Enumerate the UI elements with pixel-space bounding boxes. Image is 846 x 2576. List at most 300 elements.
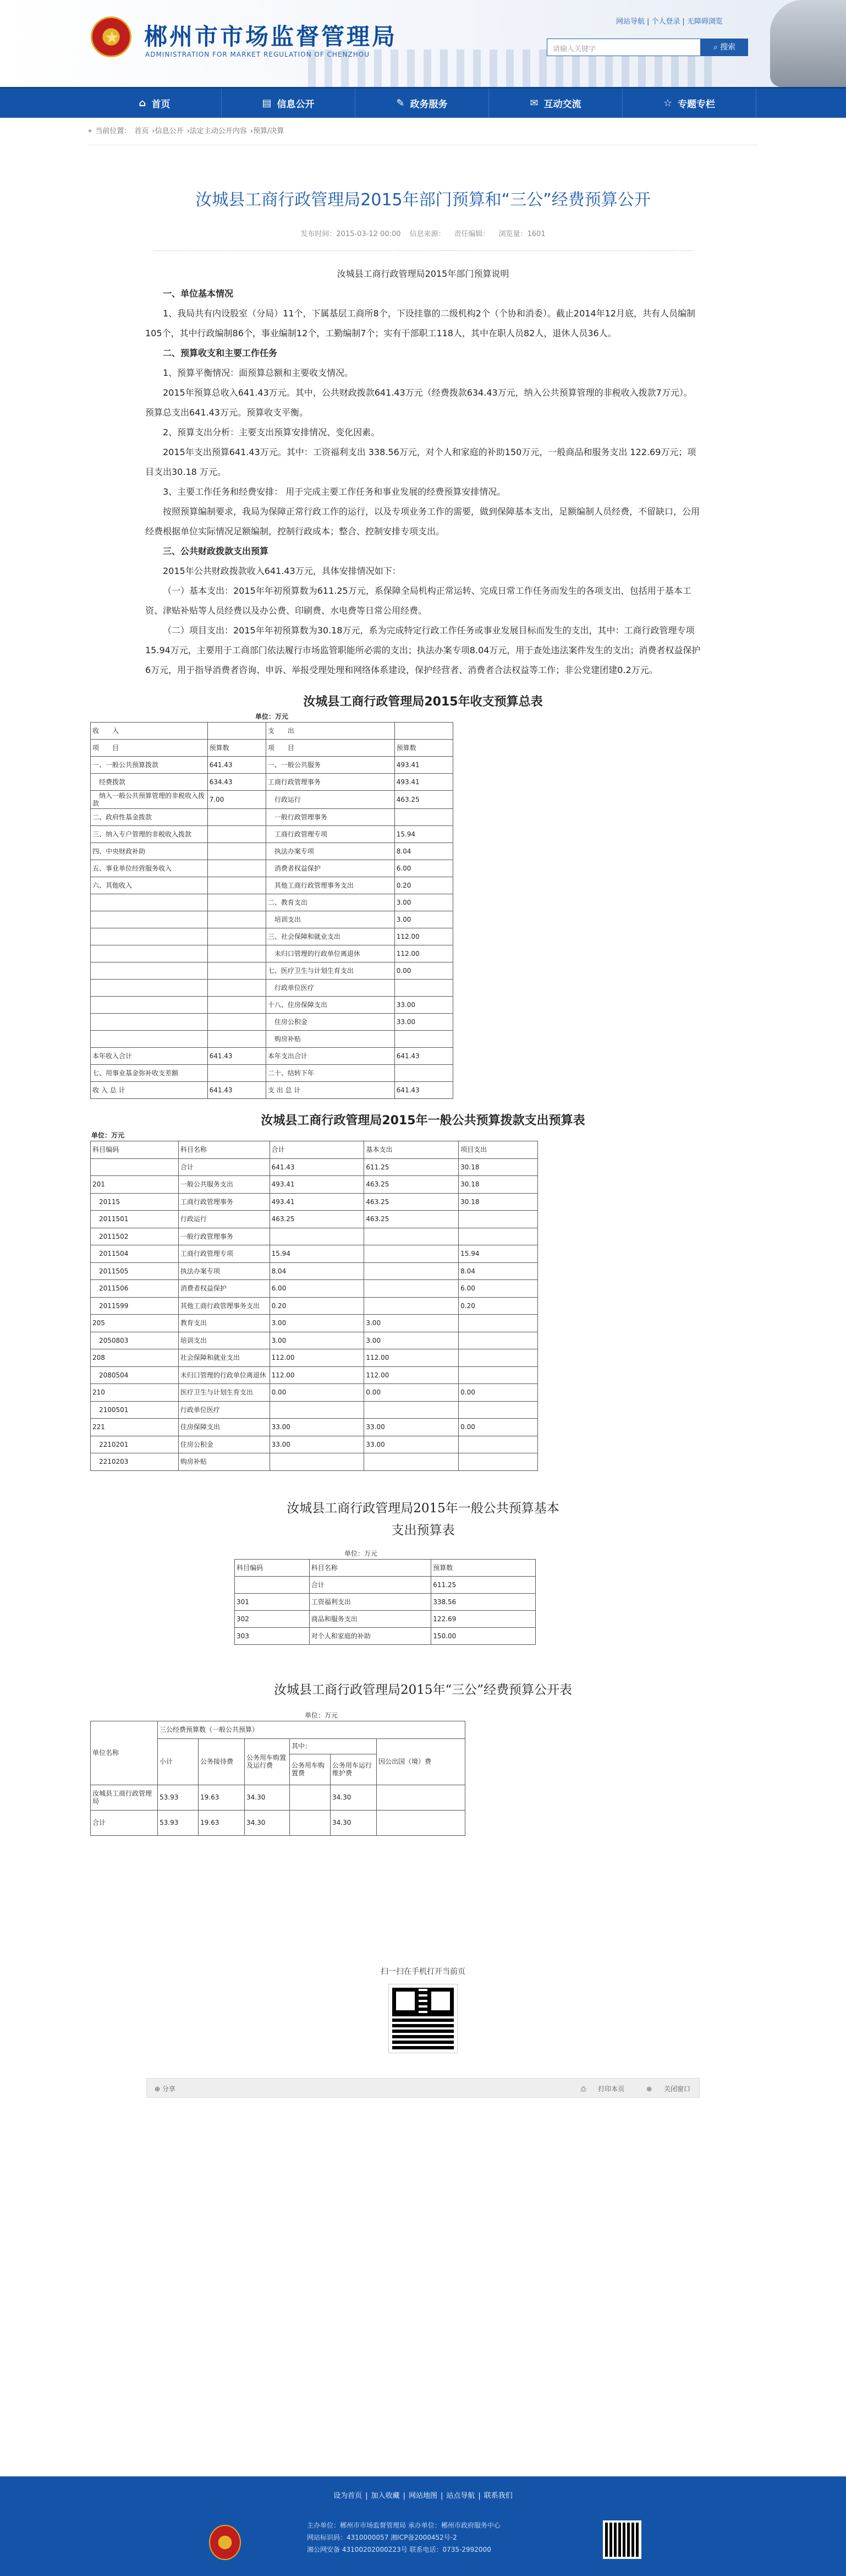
- section-heading: 三、公共财政拨款支出预算: [163, 546, 269, 556]
- table-row: [91, 1419, 538, 1436]
- table-cell: [207, 826, 266, 843]
- paragraph: 2015年预算总收入641.43万元。其中，公共财政拨款641.43万元（经费拨款634.43万元，纳入公共预算管理的非税收入拨款7万元）。预算总支出641.43万元。预算收支平衡。: [145, 387, 693, 418]
- print-icon: ⎙: [580, 2085, 586, 2093]
- table-cell: 641.43: [207, 1082, 266, 1099]
- table-cell: [207, 1014, 266, 1031]
- table-cell: 33.00: [270, 1419, 364, 1436]
- table-cell: 33.00: [394, 997, 453, 1014]
- table-cell: [207, 997, 266, 1014]
- table-cell: [459, 1332, 538, 1349]
- table-cell: 3.00: [270, 1315, 364, 1332]
- nav-interaction[interactable]: ✉ 互动交流: [489, 89, 623, 118]
- table-row: [91, 1366, 538, 1384]
- table-cell: 七、医疗卫生与计划生育支出: [266, 962, 394, 980]
- table-cell: [459, 1349, 538, 1367]
- table-cell: 工商行政管理专项: [178, 1245, 270, 1263]
- table-cell: [207, 911, 266, 928]
- table-cell: 8.04: [459, 1262, 538, 1280]
- table-cell: 34.30: [245, 1810, 290, 1835]
- table-cell: 2100501: [91, 1401, 179, 1419]
- table-row: [91, 1031, 453, 1048]
- table-row: [91, 997, 453, 1014]
- table-cell: [207, 843, 266, 860]
- header-cell: 小计: [158, 1738, 199, 1785]
- footer-link-fav[interactable]: 加入收藏: [371, 2492, 400, 2500]
- footer-link-nav[interactable]: 站点导航: [446, 2492, 475, 2500]
- breadcrumb-statutory[interactable]: 法定主动公开内容: [189, 127, 247, 135]
- table-row: [91, 1211, 538, 1228]
- table-row: [91, 1785, 465, 1810]
- table-cell: [364, 1453, 459, 1471]
- share-icon: ⊕: [155, 2085, 161, 2093]
- table-cell: 预算数: [394, 740, 453, 757]
- table-cell: 一般行政管理事务: [266, 809, 394, 826]
- table-row: [91, 1193, 538, 1211]
- table-cell: 3.00: [394, 911, 453, 928]
- table-cell: [91, 894, 208, 911]
- lion-statue-image: [770, 0, 846, 87]
- header-cell: 单位名称: [91, 1721, 158, 1785]
- table1-title: 汝城县工商行政管理局2015年收支预算总表: [303, 695, 543, 709]
- table-cell: [207, 877, 266, 894]
- table-cell: 工商行政管理事务: [178, 1193, 270, 1211]
- table-row: [91, 826, 453, 843]
- table-cell: 科目编码: [235, 1559, 310, 1576]
- table-cell: 2080504: [91, 1366, 179, 1384]
- table-row: [91, 1176, 538, 1194]
- nav-home[interactable]: ⌂ 首页: [88, 89, 222, 118]
- location-icon: ⌖: [88, 127, 92, 135]
- table-cell: 本年支出合计: [266, 1048, 394, 1065]
- table-cell: 53.93: [158, 1810, 199, 1835]
- breadcrumb-home[interactable]: 首页: [134, 127, 149, 135]
- table-cell: [207, 1065, 266, 1082]
- table-cell: 2210201: [91, 1436, 179, 1453]
- table-cell: 15.94: [270, 1245, 364, 1263]
- editor: 责任编辑：: [454, 230, 490, 238]
- search-button-label: 搜索: [720, 43, 736, 52]
- accessibility-link[interactable]: 无障碍浏览: [686, 18, 723, 26]
- table-cell: 210: [91, 1384, 179, 1402]
- table-cell: 302: [235, 1610, 310, 1627]
- print-button[interactable]: ⎙ 打印本页: [580, 2085, 625, 2093]
- table-cell: [235, 1576, 310, 1593]
- table-cell: 493.41: [394, 774, 453, 791]
- table-cell: 行政运行: [266, 791, 394, 809]
- table4-title: 汝城县工商行政管理局2015年“三公”经费预算公开表: [273, 1682, 573, 1697]
- table-cell: 0.00: [459, 1419, 538, 1436]
- table-cell: [207, 980, 266, 997]
- search-button[interactable]: [701, 39, 748, 56]
- paragraph: 2、预算支出分析：主要支出预算安排情况、变化因素。: [163, 427, 380, 437]
- header-cell: 其中：: [290, 1738, 377, 1754]
- table-cell: [290, 1810, 331, 1835]
- breadcrumb-info[interactable]: 信息公开: [155, 127, 184, 135]
- search-icon: ⌕: [713, 43, 718, 52]
- table-cell: 493.41: [270, 1193, 364, 1211]
- basic-expense-table: [234, 1559, 536, 1645]
- table-cell: [459, 1211, 538, 1228]
- table-row: [91, 1349, 538, 1367]
- table-cell: 33.00: [394, 1014, 453, 1031]
- table-cell: 208: [91, 1349, 179, 1367]
- table-cell: 收 入 总 计: [91, 1082, 208, 1099]
- header-cell: 三公经费预算数（一般公共预算）: [158, 1721, 465, 1738]
- table-cell: [290, 1785, 331, 1810]
- top-links: 网站导航 | 个人登录 | 无障碍浏览: [616, 18, 723, 26]
- table-cell: 工资福利支出: [309, 1593, 431, 1610]
- paragraph: 3、主要工作任务和经费安排： 用于完成主要工作任务和事业发展的经费预算安排情况。: [163, 486, 506, 497]
- table-cell: 对个人和家庭的补助: [309, 1627, 431, 1644]
- table-cell: 112.00: [364, 1366, 459, 1384]
- table-row: [91, 1315, 538, 1332]
- table-cell: [207, 945, 266, 962]
- table-row: [91, 1810, 465, 1835]
- table-cell: [270, 1453, 364, 1471]
- header-cell: 公务接待费: [199, 1738, 245, 1785]
- table-cell: 执法办案专项: [266, 843, 394, 860]
- table-cell: 15.94: [459, 1245, 538, 1263]
- table-cell: 合计: [309, 1576, 431, 1593]
- table-cell: 住房公积金: [178, 1436, 270, 1453]
- table-cell: 培训支出: [266, 911, 394, 928]
- paragraph: 2015年支出预算641.43万元。其中：工资福利支出 338.56万元，对个人和家庭的补助150万元，一般商品和服务支出 122.69万元；项目支出30.18 万元。: [145, 447, 696, 477]
- table-cell: 493.41: [270, 1176, 364, 1194]
- table-row: [235, 1610, 536, 1627]
- table-row: [91, 1228, 538, 1245]
- table-cell: 112.00: [394, 945, 453, 962]
- table-row: [91, 1082, 453, 1099]
- table-cell: 一、一般公共预算拨款: [91, 757, 208, 774]
- table-cell: 0.00: [270, 1384, 364, 1402]
- table-cell: 6.00: [270, 1280, 364, 1298]
- table-cell: 641.43: [394, 1048, 453, 1065]
- table-row: [235, 1627, 536, 1644]
- table-cell: 0.00: [459, 1384, 538, 1402]
- table-cell: 2011504: [91, 1245, 179, 1263]
- table-row: [91, 1453, 538, 1471]
- table-cell: 三、纳入专户管理的非税收入拨款: [91, 826, 208, 843]
- table-cell: 0.20: [394, 877, 453, 894]
- nav-topics[interactable]: ☆ 专题专栏: [623, 89, 756, 118]
- table-cell: 2011502: [91, 1228, 179, 1245]
- table-cell: 20115: [91, 1193, 179, 1211]
- table-row: [91, 843, 453, 860]
- table-row: [91, 1436, 538, 1453]
- table-cell: 3.00: [364, 1332, 459, 1349]
- table-cell: 合计: [270, 1141, 364, 1159]
- paragraph: 1、我局共有内设股室（分局）11个，下属基层工商所8个，下设挂靠的二级机构2个（个协和消委）。截止2014年12月底，共有人员编制105个，其中行政编制86个，事业编制12个，工勤编制7个；实有干部职工118人，其中在职人员82人，退休人员36人。: [145, 308, 695, 338]
- site-title[interactable]: 郴州市市场监督管理局: [144, 23, 398, 50]
- site-header: [0, 0, 846, 87]
- table-cell: 19.63: [199, 1810, 245, 1835]
- table-cell: 112.00: [394, 928, 453, 945]
- table-cell: 合计: [178, 1158, 270, 1176]
- three-public-table: [90, 1721, 465, 1836]
- table4-unit: 单位：万元: [305, 1711, 338, 1719]
- table-cell: 19.63: [199, 1785, 245, 1810]
- main-nav: [0, 87, 846, 118]
- table-cell: 二、教育支出: [266, 894, 394, 911]
- table-cell: 201: [91, 1176, 179, 1194]
- table-cell: 预算数: [431, 1559, 536, 1576]
- table-cell: [364, 1401, 459, 1419]
- table-row: [91, 1065, 453, 1082]
- table-cell: 0.20: [459, 1297, 538, 1315]
- table-cell: 一般行政管理事务: [178, 1228, 270, 1245]
- table-row: [91, 894, 453, 911]
- table-cell: 社会保障和就业支出: [178, 1349, 270, 1367]
- table-cell: 641.43: [270, 1158, 364, 1176]
- table-cell: 8.04: [270, 1262, 364, 1280]
- table3-title-line1: 汝城县工商行政管理局2015年一般公共预算基本: [287, 1501, 559, 1516]
- table-row: [91, 1280, 538, 1298]
- table-cell: 7.00: [207, 791, 266, 809]
- table-cell: 支 出 总 计: [266, 1082, 394, 1099]
- table-cell: 221: [91, 1419, 179, 1436]
- table-row: [91, 1332, 538, 1349]
- table-cell: 303: [235, 1627, 310, 1644]
- section-heading: 二、预算收支和主要工作任务: [163, 348, 278, 358]
- article-toolbar: [146, 2078, 700, 2098]
- table-cell: 预算数: [207, 740, 266, 757]
- paragraph: 1、预算平衡情况：面预算总额和主要收支情况。: [163, 368, 354, 378]
- table-cell: 463.25: [364, 1211, 459, 1228]
- publish-time: 发布时间：2015-03-12 00:00: [300, 230, 401, 238]
- table-cell: [91, 911, 208, 928]
- footer-line: 湘公网安备 43100202000223号 联系电话：0735-2992000: [307, 2546, 491, 2553]
- table-row: [91, 911, 453, 928]
- table-cell: 30.18: [459, 1158, 538, 1176]
- table-cell: 3.00: [270, 1332, 364, 1349]
- table-cell: 634.43: [207, 774, 266, 791]
- pen-icon: ✎: [396, 97, 405, 109]
- close-window-button[interactable]: ⊗ 关闭窗口: [646, 2085, 690, 2093]
- share-button[interactable]: ⊕ 分享: [155, 2085, 175, 2093]
- header-cell: 公务用车购置及运行费: [245, 1738, 290, 1785]
- site-map-link[interactable]: 网站导航: [616, 18, 645, 26]
- table-cell: 本年收入合计: [91, 1048, 208, 1065]
- table-cell: 611.25: [364, 1158, 459, 1176]
- home-icon: ⌂: [139, 97, 146, 109]
- table-cell: [270, 1228, 364, 1245]
- table-cell: 112.00: [364, 1349, 459, 1367]
- qr-label: 扫一扫在手机打开当前页: [381, 1967, 465, 1976]
- footer-info: [307, 2519, 501, 2556]
- table-cell: 项 目: [91, 740, 208, 757]
- table-cell: 641.43: [207, 757, 266, 774]
- table-cell: 行政单位医疗: [266, 980, 394, 997]
- table-cell: [91, 945, 208, 962]
- table-cell: 购房补贴: [266, 1031, 394, 1048]
- table-cell: 3.00: [394, 894, 453, 911]
- site-subtitle: ADMINISTRATION FOR MARKET REGULATION OF CHENZHOU: [145, 51, 370, 58]
- header-cell: 公务用车购置费: [290, 1754, 331, 1785]
- paragraph: （二）项目支出：2015年年初预算数为30.18万元，系为完成特定行政工作任务或事业发展目标而发生的支出，其中：工商行政管理专项15.94万元，主要用于工商部门依法履行市场监管职能所必需的支出；执法办案专项8.04万元，用于查处违法案件发生的支出；消费者权益保护6万元，用于指导消费者咨询、申诉、举报受理处理和网络体系建设，保护经营者、消费者合法权益等工作；非公党建团建0.2万元。: [145, 625, 701, 675]
- table-row: [91, 962, 453, 980]
- table-cell: 医疗卫生与计划生育支出: [178, 1384, 270, 1402]
- table-cell: 463.25: [394, 791, 453, 809]
- table-cell: 150.00: [431, 1627, 536, 1644]
- table-row: [91, 877, 453, 894]
- table-cell: [459, 1436, 538, 1453]
- qr-code-image: [389, 1984, 457, 2053]
- table-cell: 112.00: [270, 1366, 364, 1384]
- nav-services[interactable]: ✎ 政务服务: [355, 89, 489, 118]
- breadcrumb: ⌖ 当前位置： 首页 ›信息公开 ›法定主动公开内容 ›预算/决算: [88, 118, 758, 145]
- table-cell: 2050803: [91, 1332, 179, 1349]
- table-cell: 34.30: [245, 1785, 290, 1810]
- view-count: 浏览量：1601: [498, 230, 546, 238]
- table-cell: [364, 1228, 459, 1245]
- table-cell: 科目名称: [178, 1141, 270, 1159]
- table-cell: 购房补贴: [178, 1453, 270, 1471]
- table-cell: 科目编码: [91, 1141, 179, 1159]
- table-cell: 未归口管理的行政单位离退休: [266, 945, 394, 962]
- table-cell: 支 出: [266, 723, 394, 740]
- table-cell: 463.25: [364, 1176, 459, 1194]
- table-cell: 463.25: [364, 1193, 459, 1211]
- table-row: [91, 928, 453, 945]
- article-meta: [153, 228, 693, 251]
- table-cell: 34.30: [331, 1810, 377, 1835]
- gov-badge-icon[interactable]: [209, 2525, 241, 2560]
- table-row: [91, 1158, 538, 1176]
- table-cell: 经费拨款: [91, 774, 208, 791]
- table-row: [91, 791, 453, 809]
- table-row: [91, 980, 453, 997]
- table-cell: 122.69: [431, 1610, 536, 1627]
- table-cell: [207, 723, 266, 740]
- footer-link-home[interactable]: 设为首页: [333, 2492, 362, 2500]
- breadcrumb-budget[interactable]: 预算/决算: [253, 127, 284, 135]
- table-cell: 6.00: [394, 860, 453, 877]
- table-cell: 收 入: [91, 723, 208, 740]
- table-cell: [394, 1031, 453, 1048]
- table-cell: [394, 1065, 453, 1082]
- table-cell: 七、用事业基金弥补收支差额: [91, 1065, 208, 1082]
- table3-unit: 单位：万元: [344, 1549, 378, 1557]
- article-title: 汝城县工商行政管理局2015年部门预算和“三公”经费预算公开: [195, 190, 651, 210]
- table-cell: 112.00: [270, 1349, 364, 1367]
- table-cell: [91, 928, 208, 945]
- table-cell: 301: [235, 1593, 310, 1610]
- table-row: [235, 1593, 536, 1610]
- table-row: [91, 1141, 538, 1159]
- login-link[interactable]: 个人登录: [651, 18, 680, 26]
- paragraph: （一）基本支出：2015年年初预算数为611.25万元，系保障全局机构正常运转、完成日常工作任务而发生的各项支出，包括用于基本工资、津贴补贴等人员经费以及办公费、印刷费、水电费等日常公用经费。: [145, 586, 691, 616]
- section-heading: 一、单位基本情况: [163, 288, 234, 299]
- table-cell: [364, 1297, 459, 1315]
- table-cell: 十八、住房保障支出: [266, 997, 394, 1014]
- table-cell: [207, 894, 266, 911]
- table-row: [91, 1245, 538, 1263]
- table-cell: 2011505: [91, 1262, 179, 1280]
- table-cell: 2011599: [91, 1297, 179, 1315]
- table2-unit: 单位：万元: [91, 1131, 125, 1139]
- table-cell: [207, 809, 266, 826]
- table-cell: 其他工商行政管理事务支出: [178, 1297, 270, 1315]
- table-cell: 培训支出: [178, 1332, 270, 1349]
- table-cell: 53.93: [158, 1785, 199, 1810]
- footer-link-map[interactable]: 网站地图: [408, 2492, 437, 2500]
- table-cell: [459, 1453, 538, 1471]
- table-cell: 641.43: [394, 1082, 453, 1099]
- table-row: [91, 860, 453, 877]
- table-cell: [207, 962, 266, 980]
- table-cell: 三、社会保障和就业支出: [266, 928, 394, 945]
- table-cell: [207, 928, 266, 945]
- table-cell: [364, 1262, 459, 1280]
- table-cell: [364, 1280, 459, 1298]
- table-cell: 行政运行: [178, 1211, 270, 1228]
- table-cell: 工商行政管理专项: [266, 826, 394, 843]
- table-row: [235, 1576, 536, 1593]
- table2-title: 汝城县工商行政管理局2015年一般公共预算拨款支出预算表: [261, 1114, 585, 1128]
- table-row: [91, 1384, 538, 1402]
- table-cell: 205: [91, 1315, 179, 1332]
- star-icon: ☆: [663, 97, 673, 109]
- table-cell: [459, 1366, 538, 1384]
- income-expense-table: [90, 722, 453, 1099]
- site-footer: [0, 2476, 846, 2576]
- table-cell: [91, 962, 208, 980]
- table-row: [91, 809, 453, 826]
- table-cell: [270, 1401, 364, 1419]
- table-cell: 8.04: [394, 843, 453, 860]
- table-cell: 教育支出: [178, 1315, 270, 1332]
- table-cell: 0.00: [394, 962, 453, 980]
- table-cell: 基本支出: [364, 1141, 459, 1159]
- footer-link-contact[interactable]: 联系我们: [484, 2492, 513, 2500]
- table-cell: 30.18: [459, 1193, 538, 1211]
- table-row: [235, 1559, 536, 1576]
- table-cell: 33.00: [364, 1436, 459, 1453]
- footer-qr-code-image: [603, 2520, 641, 2559]
- table-cell: 463.25: [270, 1211, 364, 1228]
- table-cell: [207, 860, 266, 877]
- table-cell: 一般公共服务支出: [178, 1176, 270, 1194]
- table-cell: 2210203: [91, 1453, 179, 1471]
- table-cell: 二、政府性基金拨款: [91, 809, 208, 826]
- table-cell: 33.00: [364, 1419, 459, 1436]
- table-cell: 未归口管理的行政单位离退休: [178, 1366, 270, 1384]
- table-cell: 科目名称: [309, 1559, 431, 1576]
- footer-links: 设为首页 | 加入收藏 | 网站地图 | 站点导航 | 联系我们: [333, 2492, 513, 2500]
- chat-icon: ✉: [530, 97, 539, 109]
- table-cell: [377, 1785, 465, 1810]
- table-row: [91, 774, 453, 791]
- table-cell: [364, 1245, 459, 1263]
- table-cell: 五、事业单位经营服务收入: [91, 860, 208, 877]
- table-cell: 住房保障支出: [178, 1419, 270, 1436]
- table-cell: [91, 1031, 208, 1048]
- search-input[interactable]: 请输入关键字: [547, 39, 701, 56]
- table-cell: [459, 1228, 538, 1245]
- header-cell: 公务用车运行维护费: [331, 1754, 377, 1785]
- table-row: [91, 1014, 453, 1031]
- table-cell: 项目支出: [459, 1141, 538, 1159]
- table-cell: 33.00: [270, 1436, 364, 1453]
- table-row: [91, 1048, 453, 1065]
- table-cell: 行政单位医疗: [178, 1401, 270, 1419]
- table-cell: 其他工商行政管理事务支出: [266, 877, 394, 894]
- table-cell: 338.56: [431, 1593, 536, 1610]
- table-cell: 0.20: [270, 1297, 364, 1315]
- table-row: [91, 1297, 538, 1315]
- footer-line: 网站标识码：4310000057 湘ICP备2000452号-2: [307, 2534, 457, 2541]
- nav-info-public[interactable]: ▤ 信息公开: [222, 89, 355, 118]
